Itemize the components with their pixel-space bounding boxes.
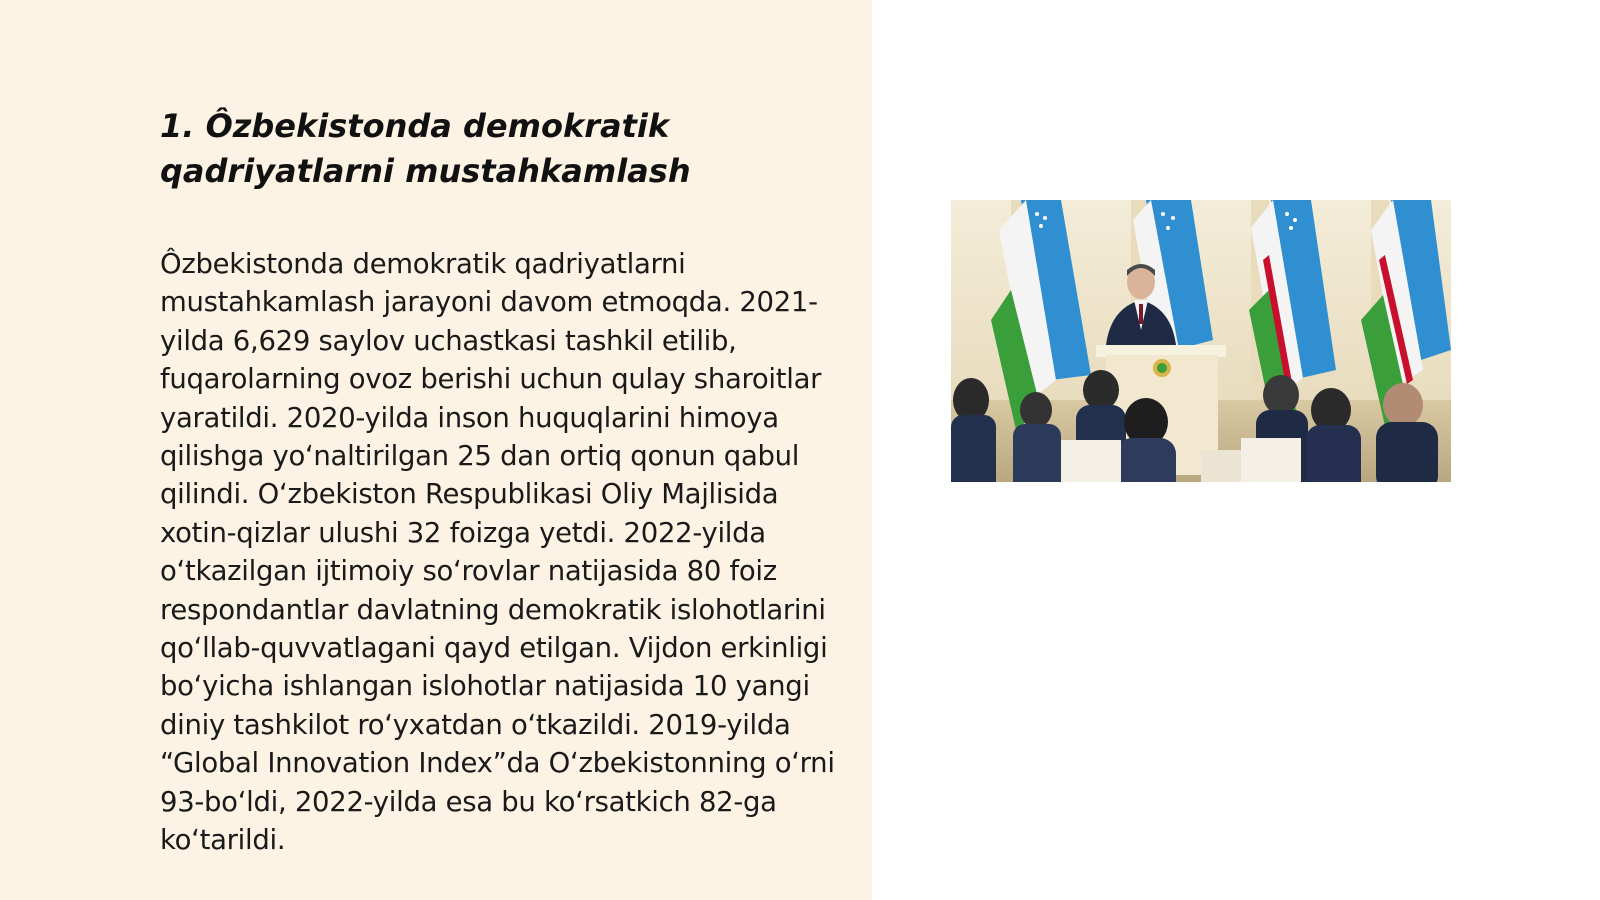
photo-illustration: [951, 200, 1451, 482]
slide-title: 1. Ôzbekistonda demokratik qadriyatlarni mustahkamlash: [160, 107, 691, 190]
speech-podium-photo: [951, 200, 1451, 482]
slide-body-text: Ôzbekistonda demokratik qadriyatlarni mustahkamlash jarayoni davom etmoqda. 2021-yilda 6,629 saylov uchastkasi tashkil etilib, fuqarolarning ovoz berishi uchun qulay sharoitlar yaratildi. 2020-yilda inson huquqlarini himoya qilishga yoʻnaltirilgan 25 dan ortiq qonun qabul qilindi. Oʻzbekiston Respublikasi Oliy Majlisida xotin-qizlar ulushi 32 foizga yetdi. 2022-yilda oʻtkazilgan ijtimoiy soʻrovlar natijasida 80 foiz respondantlar davlatning demokratik islohotlarini qoʻllab-quvvatlagani qayd etilgan. Vijdon erkinligi boʻyicha ishlangan islohotlar natijasida 10 yangi diniy tashkilot roʻyxatdan oʻtkazildi. 2019-yilda “Global Innovation Index”da Oʻzbekistonning oʻrni 93-boʻldi, 2022-yilda esa bu koʻrsatkich 82-ga koʻtarildi.: [160, 248, 835, 857]
